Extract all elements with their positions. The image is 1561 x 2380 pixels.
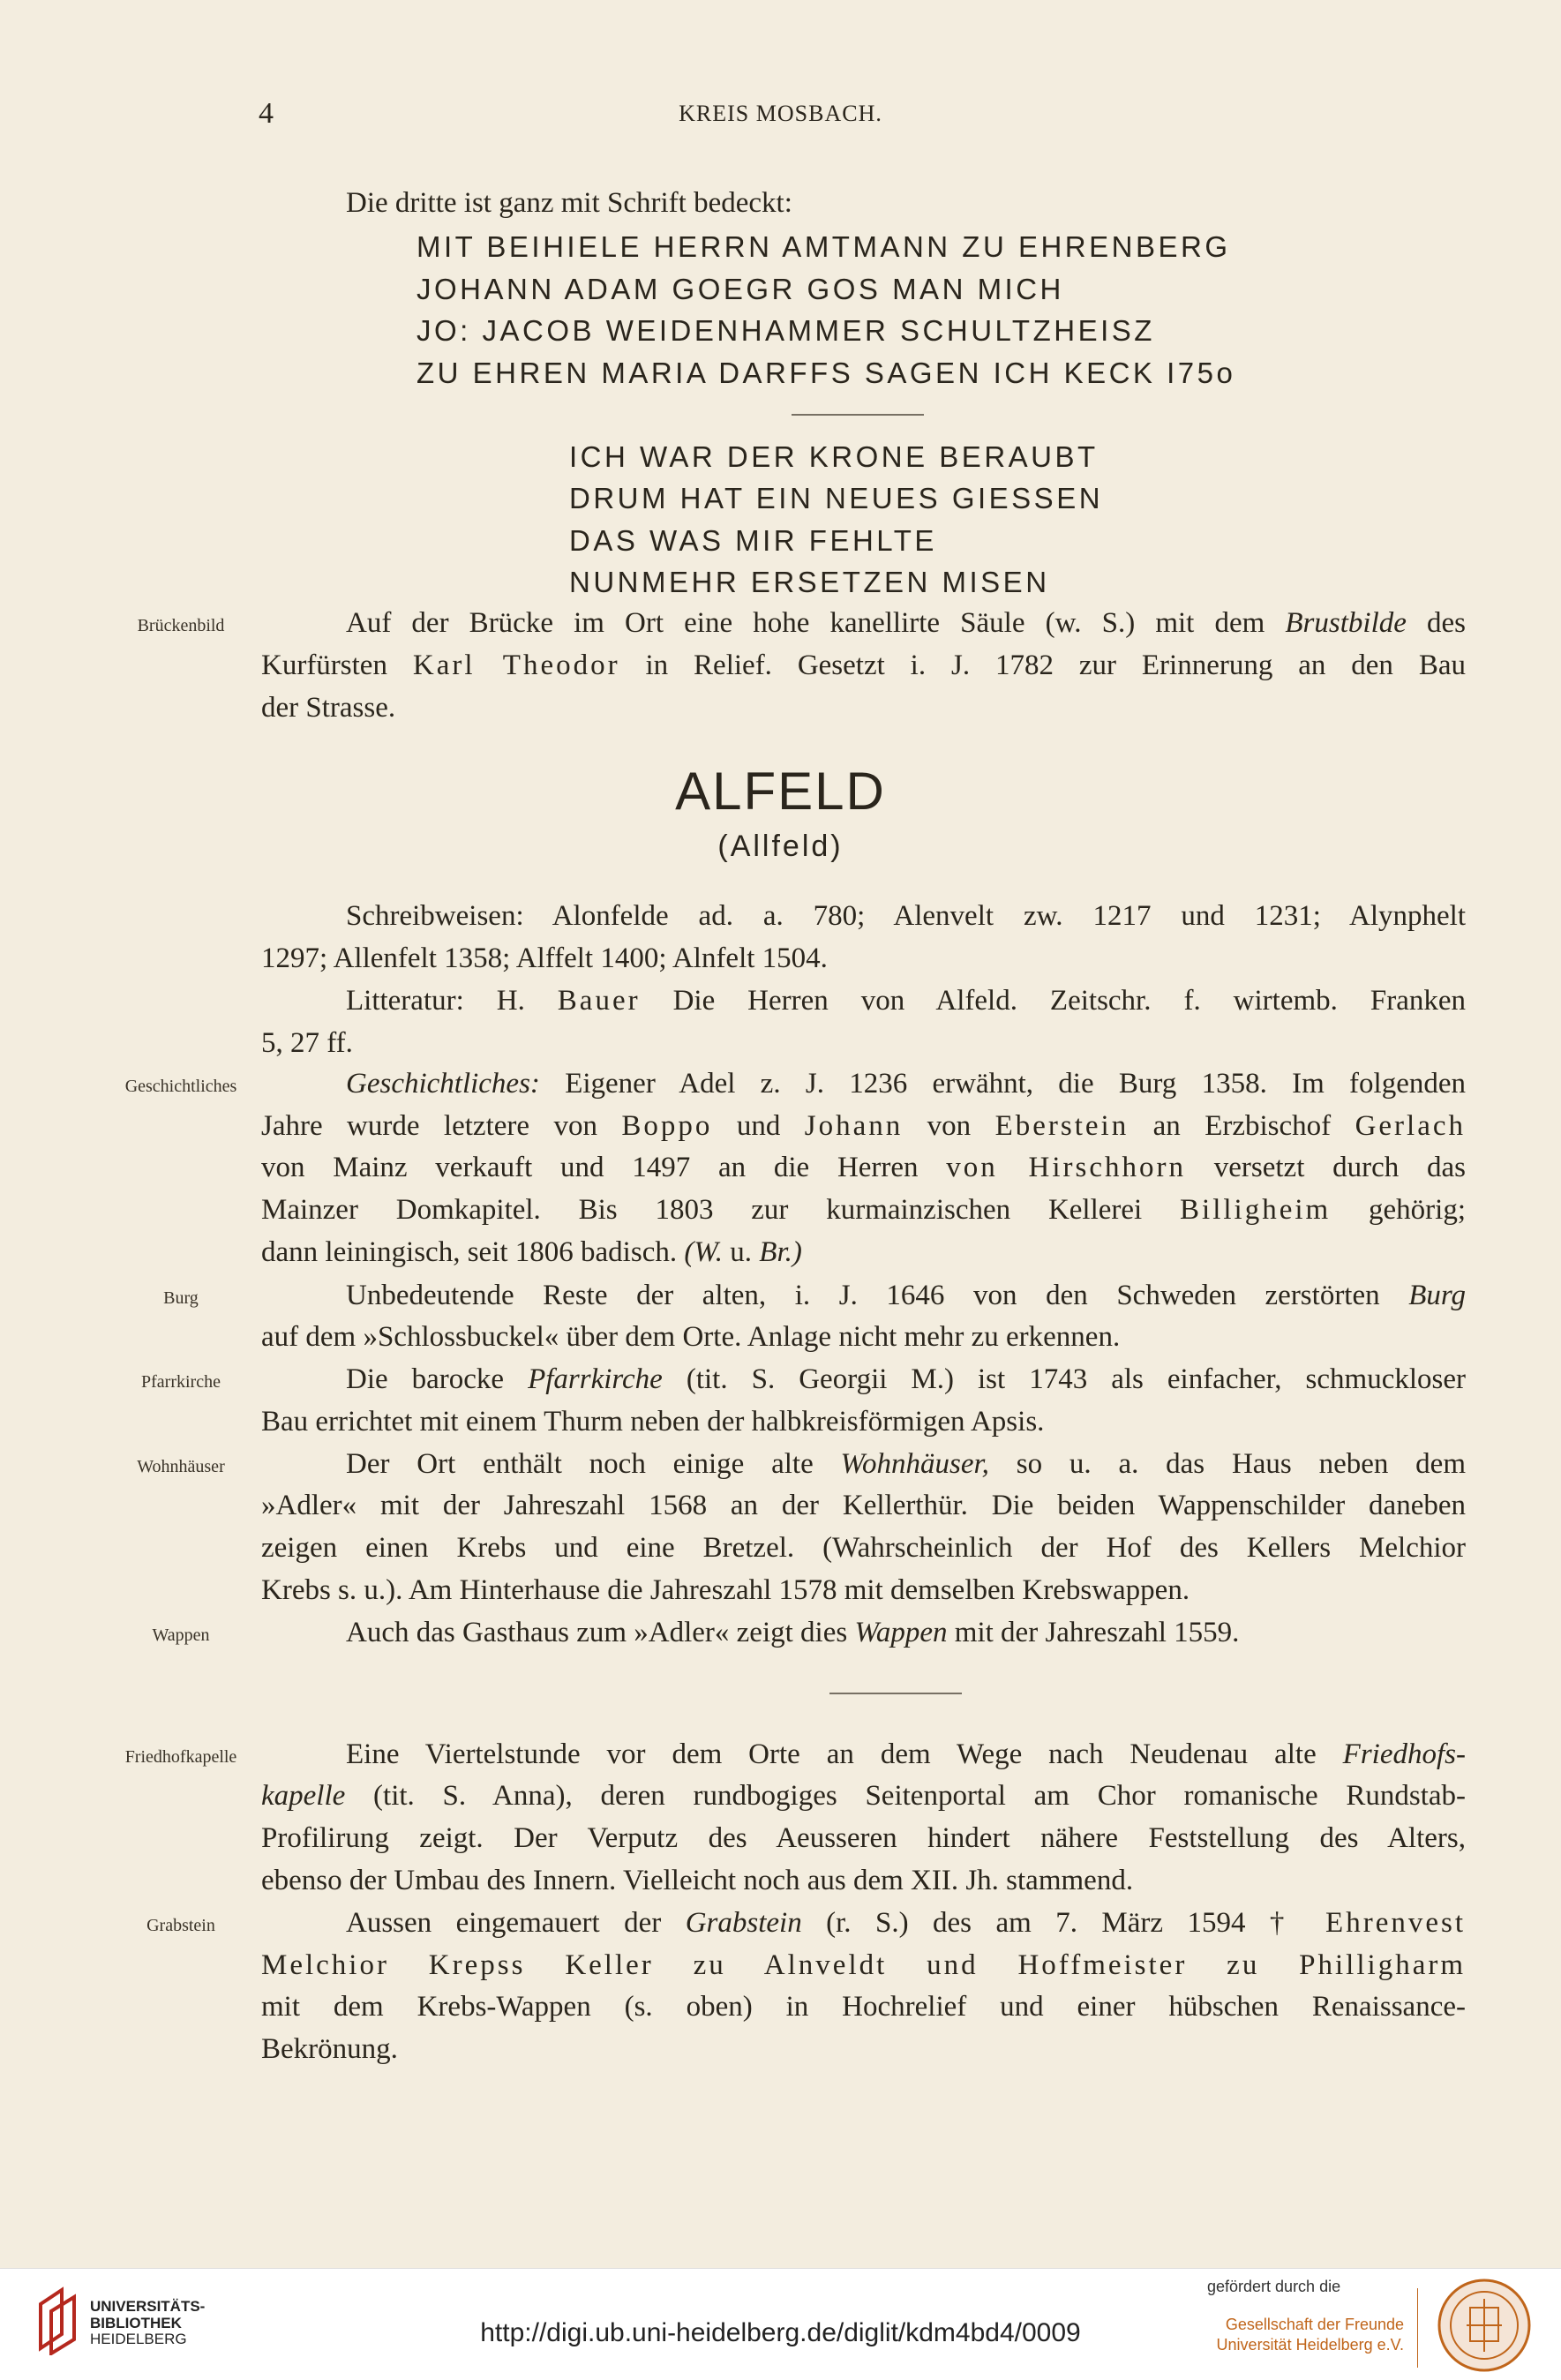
footer-divider [1417,2288,1418,2368]
text-line: der Strasse. [261,692,396,724]
text-line: Krebs s. u.). Am Hinterhause die Jahreszahl 1578 mit demselben Krebswappen. [261,1574,1190,1606]
source-url-link[interactable]: http://digi.ub.uni-heidelberg.de/diglit/kdm4bd4/0009 [480,2318,1081,2347]
footer-bar [0,2268,1561,2380]
text-line: Auf der Brücke im Ort eine hohe kanellirte Säule (w. S.) mit dem Brustbilde des [346,607,1466,639]
text-line: Bau errichtet mit einem Thurm neben der halbkreisförmigen Apsis. [261,1406,1045,1438]
inscription-line: ICH WAR DER KRONE BERAUBT [569,440,1099,473]
text-line: Eine Viertelstunde vor dem Orte an dem Wege nach Neudenau alte Friedhofs- [346,1738,1466,1770]
page-number: 4 [259,97,274,130]
library-name-line: BIBLIOTHEK [90,2314,182,2331]
sponsor-label: gefördert durch die [1207,2278,1341,2295]
margin-note-grabstein: Grabstein [146,1916,215,1935]
inscription-line: MIT BEIHIELE HERRN AMTMANN ZU EHRENBERG [417,230,1231,263]
text-line: Schreibweisen: Alonfelde ad. a. 780; Alenvelt zw. 1217 und 1231; Alynphelt [346,900,1466,932]
margin-note-friedhofkapelle: Friedhofkapelle [124,1747,237,1767]
margin-note-geschichtliches: Geschichtliches [124,1077,237,1096]
margin-note-brueckenbild: Brückenbild [137,616,225,635]
running-title: KREIS MOSBACH. [679,101,882,126]
library-name-line: HEIDELBERG [90,2331,187,2348]
margin-note-pfarrkirche: Pfarrkirche [141,1372,221,1392]
margin-note-wohnhaeuser: Wohnhäuser [137,1457,225,1476]
text-line: Die barocke Pfarrkirche (tit. S. Georgii M.) ist 1743 als einfacher, schmuckloser [346,1363,1466,1395]
university-seal-icon [1437,2278,1532,2373]
inscription-line: DRUM HAT EIN NEUES GIESSEN [569,482,1104,514]
text-line: 1297; Allenfelt 1358; Alffelt 1400; Alnfelt 1504. [261,942,828,974]
text-line: mit dem Krebs-Wappen (s. oben) in Hochrelief und einer hübschen Renaissance- [261,1991,1466,2023]
text-line: Mainzer Domkapitel. Bis 1803 zur kurmainzischen Kellerei Billigheim gehörig; [261,1194,1466,1226]
text-line: Unbedeutende Reste der alten, i. J. 1646 von den Schweden zerstörten Burg [346,1280,1466,1311]
text-line: dann leiningisch, seit 1806 badisch. (W. u. Br.) [261,1236,802,1268]
text-line: Kurfürsten Karl Theodor in Relief. Gesetzt i. J. 1782 zur Erinnerung an den Bau [261,649,1466,681]
text-line: Der Ort enthält noch einige alte Wohnhäuser, so u. a. das Haus neben dem [346,1448,1466,1480]
section-subtitle: (Allfeld) [717,830,844,863]
divider-rule [829,1693,962,1694]
text-line: Aussen eingemauert der Grabstein (r. S.) des am 7. März 1594 † Ehrenvest [346,1907,1466,1939]
text-line: Melchior Krepss Keller zu Alnveldt und Hoffmeister zu Philligharm [261,1949,1466,1981]
text-line: kapelle (tit. S. Anna), deren rundbogiges Seitenportal am Chor romanische Rundstab- [261,1780,1466,1812]
inscription-line: JOHANN ADAM GOEGR GOS MAN MICH [417,273,1064,305]
divider-rule [792,414,924,416]
section-title: ALFELD [675,762,886,821]
text-line: Bekrönung. [261,2033,398,2065]
margin-note-wappen: Wappen [152,1625,210,1645]
text-line: Profilirung zeigt. Der Verputz des Aeusseren hindert nähere Feststellung des Alters, [261,1822,1466,1854]
text-line: 5, 27 ff. [261,1027,353,1059]
inscription-line: DAS WAS MIR FEHLTE [569,524,937,557]
sponsor-name-line: Gesellschaft der Freunde [1225,2316,1404,2333]
text-line: »Adler« mit der Jahreszahl 1568 an der Kellerthür. Die beiden Wappenschilder daneben [261,1490,1466,1521]
sponsor-name[interactable] [1179,2315,1404,2356]
text-line: von Mainz verkauft und 1497 an die Herren von Hirschhorn versetzt durch das [261,1152,1466,1183]
margin-note-burg: Burg [163,1288,199,1308]
sponsor-name-line: Universität Heidelberg e.V. [1216,2336,1404,2354]
inscription-line: NUNMEHR ERSETZEN MISEN [569,566,1050,598]
bell-intro: Die dritte ist ganz mit Schrift bedeckt: [346,187,792,219]
text-line: Litteratur: H. Bauer Die Herren von Alfeld. Zeitschr. f. wirtemb. Franken [346,985,1466,1017]
text-line: Auch das Gasthaus zum »Adler« zeigt dies Wappen mit der Jahreszahl 1559. [346,1617,1240,1648]
text-line: ebenso der Umbau des Innern. Vielleicht noch aus dem XII. Jh. stammend. [261,1865,1134,1896]
text-line: Geschichtliches: Eigener Adel z. J. 1236 erwähnt, die Burg 1358. Im folgenden [346,1068,1466,1100]
text-line: auf dem »Schlossbuckel« über dem Orte. Anlage nicht mehr zu erkennen. [261,1321,1121,1353]
inscription-line: JO: JACOB WEIDENHAMMER SCHULTZHEISZ [417,314,1155,347]
text-line: zeigen einen Krebs und eine Bretzel. (Wahrscheinlich der Hof des Kellers Melchior [261,1532,1466,1564]
library-name-line: UNIVERSITÄTS- [90,2298,206,2315]
inscription-line: ZU EHREN MARIA DARFFS SAGEN ICH KECK I75o [417,357,1236,389]
text-line: Jahre wurde letztere von Boppo und Johann von Eberstein an Erzbischof Gerlach [261,1110,1466,1142]
